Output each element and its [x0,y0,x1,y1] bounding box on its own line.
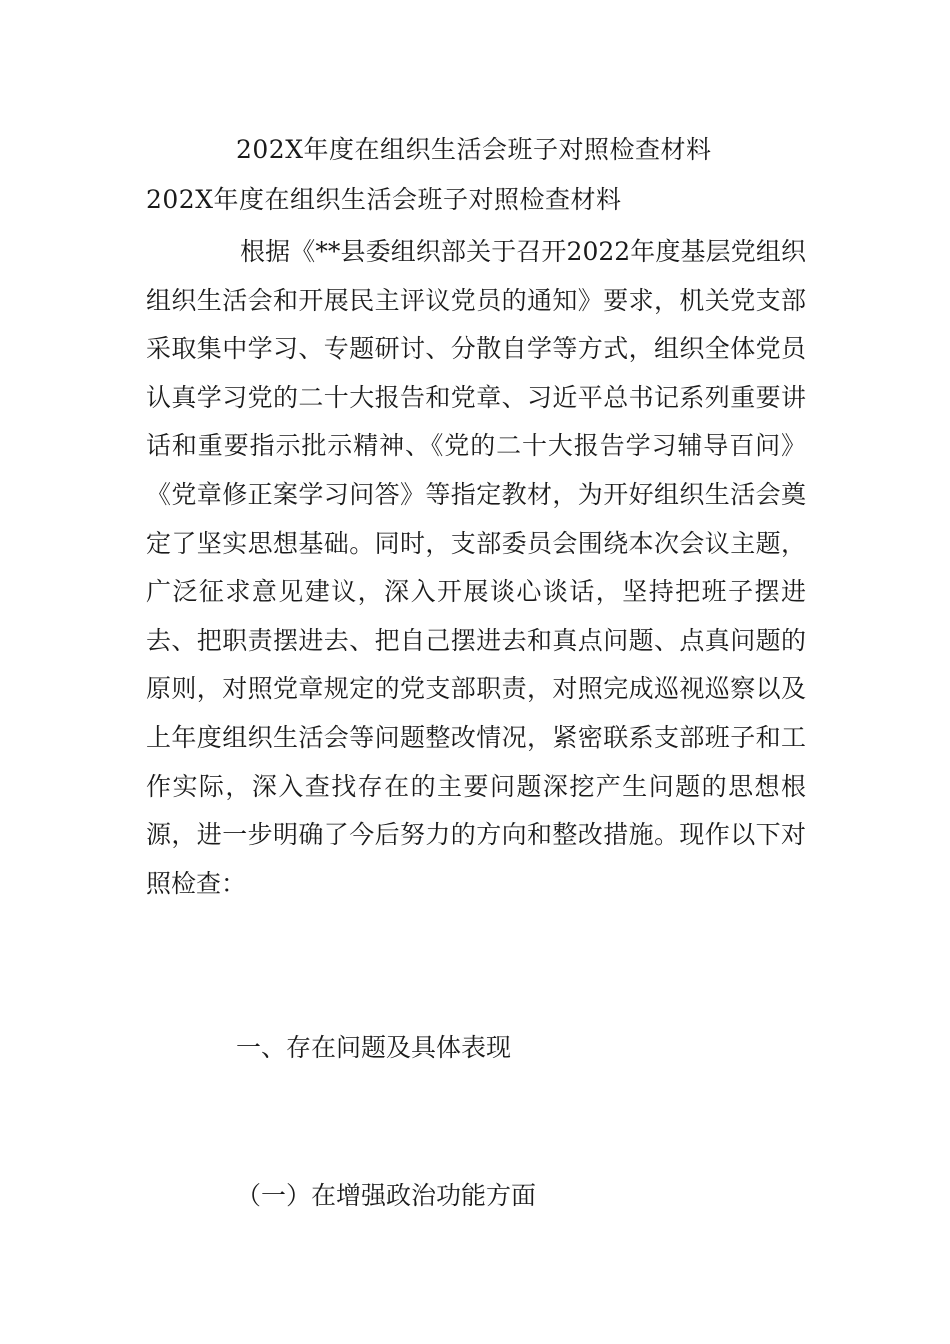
intro-paragraph: 根据《**县委组织部关于召开2022年度基层党组织组织生活会和开展民主评议党员的通知》要求，机关党支部采取集中学习、专题研讨、分散自学等方式，组织全体党员认真学习党的二十大报告和党章、习近平总书记系列重要讲话和重要指示批示精神、《党的二十大报告学习辅导百问》《党章修正案学习问答》等指定教材，为开好组织生活会奠定了坚实思想基础。同时，支部委员会围绕本次会议主题，广泛征求意见建议，深入开展谈心谈话，坚持把班子摆进去、把职责摆进去、把自己摆进去和真点问题、点真问题的原则，对照党章规定的党支部职责，对照完成巡视巡察以及上年度组织生活会等问题整改情况，紧密联系支部班子和工作实际，深入查找存在的主要问题深挖产生问题的思想根源，进一步明确了今后努力的方向和整改措施。现作以下对照检查： [146,237,806,898]
section-heading: 一、存在问题及具体表现 [236,1033,512,1062]
subsection-heading: （一）在增强政治功能方面 [236,1181,537,1210]
document-subtitle: 202X年度在组织生活会班子对照检查材料 [146,185,622,214]
document-title: 202X年度在组织生活会班子对照检查材料 [236,135,712,164]
